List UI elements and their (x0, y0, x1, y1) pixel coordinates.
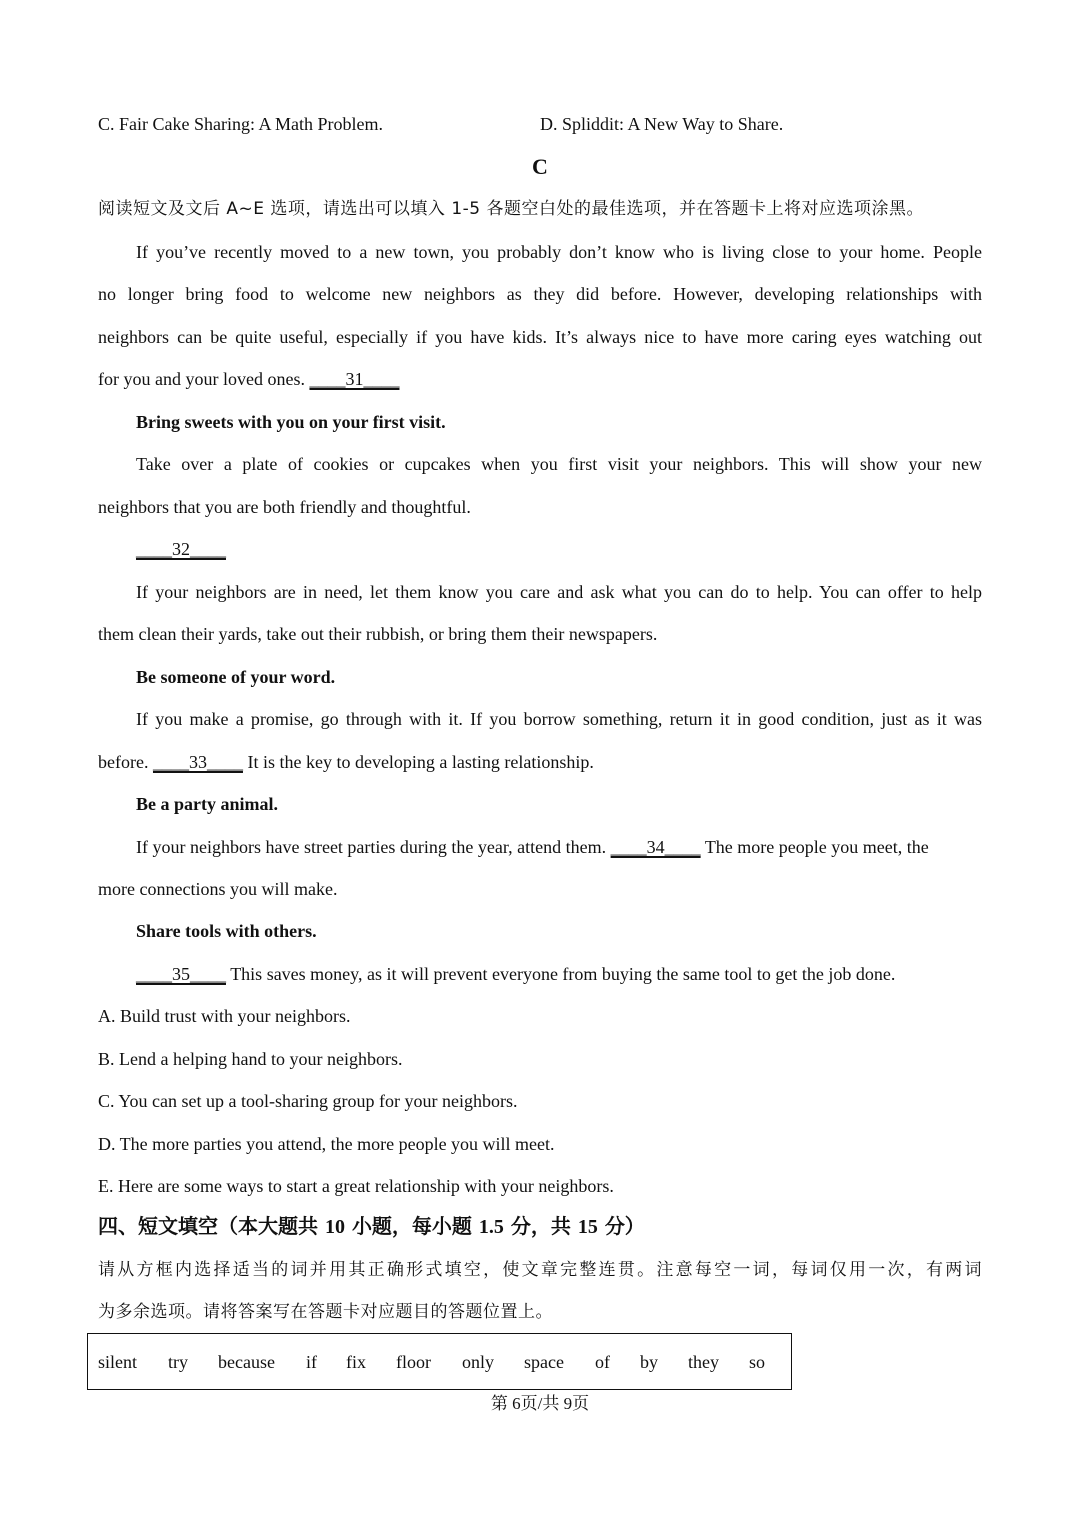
para3-line1: If your neighbors are in need, let them know you care and ask what you can do to help. You can offer to help (136, 582, 982, 602)
word-bank-item: because (218, 1352, 275, 1372)
section-4-instruction-line1: 请从方框内选择适当的词并用其正确形式填空，使文章完整连贯。注意每空一词，每词仅用一次，有两词 (98, 1260, 982, 1280)
word-bank-item: space (524, 1352, 564, 1372)
word-bank-item: so (749, 1352, 766, 1372)
para5-line1-post: The more people you meet, the (704, 837, 929, 857)
word-bank-item: fix (346, 1352, 366, 1372)
blank-35: ____35____ (136, 964, 226, 984)
option-a: A. Build trust with your neighbors. (98, 1006, 351, 1026)
word-bank-item: try (168, 1352, 188, 1372)
para6-line1 (136, 961, 982, 987)
para6-line1-text: This saves money, as it will prevent everyone from buying the same tool to get the job done. (230, 964, 896, 984)
section-4-instruction-line2: 为多余选项。请将答案写在答题卡对应题目的答题位置上。 (98, 1302, 553, 1322)
section-4-title (98, 1213, 982, 1240)
previous-options-row (98, 111, 982, 137)
para2-line2: neighbors that you are both friendly and thoughtful. (98, 497, 471, 517)
section-c-label: C (532, 154, 548, 179)
para4-line2-pre: before. (98, 752, 149, 772)
para5-line1-pre: If your neighbors have street parties during the year, attend them. (136, 837, 607, 857)
word-bank-item: they (688, 1352, 719, 1372)
para5-line1 (136, 834, 982, 860)
para1-line4 (98, 366, 982, 392)
option-c: C. You can set up a tool-sharing group for your neighbors. (98, 1091, 518, 1111)
blank-33: ____33____ (152, 752, 243, 772)
option-e: E. Here are some ways to start a great relationship with your neighbors. (98, 1176, 614, 1196)
heading-someone-of-word: Be someone of your word. (136, 667, 336, 687)
option-d-previous: D. Spliddit: A New Way to Share. (540, 114, 784, 134)
para4-line2-post: It is the key to developing a lasting relationship. (247, 752, 594, 772)
para1-line4-text: for you and your loved ones. (98, 369, 305, 389)
word-bank-item: floor (396, 1352, 431, 1372)
section-4-title-n3: 15 (577, 1216, 598, 1238)
heading-party-animal: Be a party animal. (136, 794, 278, 814)
para2-line1: Take over a plate of cookies or cupcakes when you first visit your neighbors. This will show your new (136, 454, 982, 474)
option-b: B. Lend a helping hand to your neighbors. (98, 1049, 403, 1069)
section-4-title-n1: 10 (324, 1216, 345, 1238)
word-bank-item: by (640, 1352, 658, 1372)
blank-32-line (136, 536, 982, 562)
page-footer: 第 6页/共 9页 (490, 1394, 590, 1413)
blank-31: ____31____ (309, 369, 400, 389)
heading-bring-sweets: Bring sweets with you on your first visit. (136, 412, 446, 432)
para1-line3: neighbors can be quite useful, especially if you have kids. It’s always nice to have more caring eyes watching out (98, 327, 982, 347)
section-4-title-pre: 四、短文填空（本大题共 (98, 1214, 318, 1238)
para1-line2: no longer bring food to welcome new neighbors as they did before. However, developing relationships with (98, 284, 982, 304)
blank-32: ____32____ (136, 539, 226, 559)
word-bank-item: silent (98, 1352, 137, 1372)
section-4-title-post: 分） (604, 1214, 645, 1238)
para1-line1: If you’ve recently moved to a new town, you probably don’t know who is living close to your home. People (136, 242, 982, 262)
para4-line2 (98, 749, 982, 775)
para5-line2: more connections you will make. (98, 879, 338, 899)
option-c-previous: C. Fair Cake Sharing: A Math Problem. (98, 114, 383, 134)
word-bank-item: of (595, 1352, 610, 1372)
para3-line2: them clean their yards, take out their rubbish, or bring them their newspapers. (98, 624, 658, 644)
option-d: D. The more parties you attend, the more people you will meet. (98, 1134, 555, 1154)
word-bank-item: only (462, 1352, 495, 1372)
blank-34: ____34____ (610, 837, 701, 857)
section-4-title-n2: 1.5 (478, 1216, 504, 1238)
section-c-instruction: 阅读短文及文后 A~E 选项，请选出可以填入 1-5 各题空白处的最佳选项，并在答题卡上将对应选项涂黑。 (98, 199, 924, 219)
heading-share-tools: Share tools with others. (136, 921, 317, 941)
word-bank-box (87, 1333, 792, 1390)
word-bank-item: if (306, 1352, 317, 1372)
section-4-title-mid: 小题，每小题 (351, 1214, 472, 1238)
para4-line1: If you make a promise, go through with it. If you borrow something, return it in good condition, just as it was (136, 709, 982, 729)
section-4-title-mid2: 分，共 (510, 1214, 571, 1238)
